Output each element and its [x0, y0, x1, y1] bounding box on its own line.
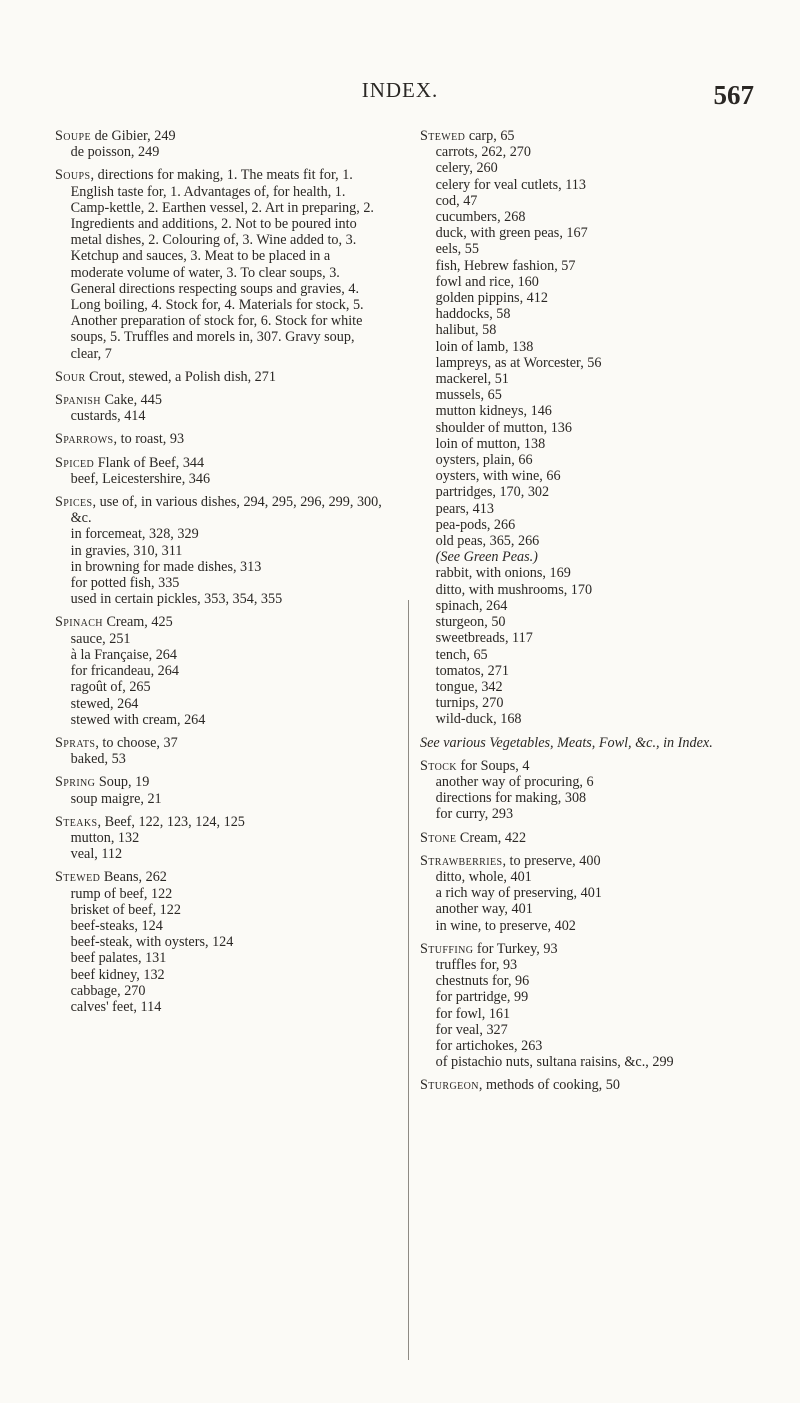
page-number: 567: [713, 80, 754, 110]
index-entry: [420, 758, 788, 823]
index-subentry: another way of procuring, 6: [435, 773, 594, 790]
index-subentry: fowl and rice, 160: [435, 273, 539, 290]
index-subentry: ragoût of, 265: [70, 679, 151, 696]
index-subentry: mackerel, 51: [435, 371, 509, 388]
index-subentry: for veal, 327: [435, 1021, 508, 1038]
index-subentry: pea-pods, 266: [435, 516, 516, 533]
index-subentry: ditto, whole, 401: [435, 868, 532, 885]
index-subentry: oysters, with wine, 66: [435, 468, 561, 485]
index-subentry: partridges, 170, 302: [435, 484, 550, 501]
index-subentry: in wine, to preserve, 402: [435, 917, 576, 934]
index-entry: [55, 455, 385, 487]
index-entry: [55, 814, 385, 863]
column-divider: [408, 600, 409, 1360]
index-subentry: calves' feet, 114: [70, 998, 162, 1015]
index-subentry: brisket of beef, 122: [70, 901, 181, 918]
index-heading-word: Sour: [55, 368, 86, 385]
index-subentry: mutton kidneys, 146: [435, 403, 552, 420]
index-subentry: golden pippins, 412: [435, 290, 548, 307]
index-heading: [55, 774, 385, 790]
index-heading-text: Cream, 425: [102, 614, 173, 631]
index-subentry: halibut, 58: [435, 322, 497, 339]
index-subentry: carrots, 262, 270: [435, 144, 531, 161]
index-heading-word: Spices: [55, 494, 93, 511]
index-heading-word: Stewed: [420, 128, 466, 144]
index-entry: [55, 614, 385, 727]
index-heading: [55, 614, 385, 630]
index-heading-word: Spiced: [55, 454, 95, 471]
index-subentry: sauce, 251: [70, 630, 131, 647]
index-entry: [55, 494, 385, 607]
index-heading-text: carp, 65: [465, 128, 515, 144]
index-entry: [55, 392, 385, 424]
index-subentry: mutton, 132: [70, 829, 140, 846]
index-heading-word: Steaks: [55, 813, 98, 830]
index-heading-word: Strawberries: [420, 852, 503, 869]
index-subentry: beef-steaks, 124: [70, 917, 163, 934]
index-subentry: loin of mutton, 138: [435, 435, 546, 452]
index-heading-text: , to preserve, 400: [502, 852, 601, 869]
index-subentry: shoulder of mutton, 136: [435, 419, 572, 436]
index-heading-word: Sprats: [55, 734, 96, 751]
index-entry: [55, 128, 385, 160]
index-subentry: soup maigre, 21: [70, 790, 162, 807]
index-subentry: cabbage, 270: [70, 982, 146, 999]
index-heading-text: , methods of cooking, 50: [478, 1077, 620, 1094]
index-heading: [420, 758, 788, 774]
index-heading-text: Cream, 422: [456, 829, 527, 846]
index-subentry: in forcemeat, 328, 329: [70, 526, 199, 543]
index-subentry: baked, 53: [70, 751, 126, 768]
index-entry: [420, 735, 788, 751]
index-heading: [55, 431, 385, 447]
index-entry: [55, 431, 385, 447]
index-subentry: mussels, 65: [435, 387, 502, 404]
page-header: [0, 78, 800, 112]
index-subentry: directions for making, 308: [435, 790, 587, 807]
index-heading-text: , Beef, 122, 123, 124, 125: [97, 813, 245, 830]
index-subentry: old peas, 365, 266: [435, 533, 540, 550]
index-heading-word: Sturgeon: [420, 1077, 479, 1094]
index-subentry: wild-duck, 168: [435, 711, 522, 728]
index-entry: [420, 1077, 788, 1093]
index-subentry: another way, 401: [435, 901, 533, 918]
index-heading-word: Spanish: [55, 392, 101, 409]
index-heading-word: Stock: [420, 757, 457, 774]
index-entry: [420, 853, 788, 934]
index-subentry: beef palates, 131: [70, 950, 167, 967]
index-heading: [420, 853, 788, 869]
index-subentry: chestnuts for, 96: [435, 973, 530, 990]
index-subentry: rump of beef, 122: [70, 885, 173, 902]
index-heading: [55, 167, 385, 361]
index-subentry: fish, Hebrew fashion, 57: [435, 257, 576, 274]
index-subentry: truffles for, 93: [435, 956, 518, 973]
index-subentry: tongue, 342: [435, 678, 503, 695]
index-heading-text: , to roast, 93: [113, 431, 185, 448]
index-heading: [420, 128, 788, 144]
index-heading-text: de Gibier, 249: [91, 128, 176, 144]
index-subentry: eels, 55: [435, 241, 479, 258]
index-subentry: rabbit, with onions, 169: [435, 565, 571, 582]
index-subentry: in browning for made dishes, 313: [70, 558, 262, 575]
index-entry: [55, 774, 385, 806]
index-subentry: in gravies, 310, 311: [70, 542, 183, 559]
index-entry: [55, 167, 385, 361]
index-heading: [55, 735, 385, 751]
index-subentry: beef, Leicestershire, 346: [70, 470, 211, 487]
index-subentry: a rich way of preserving, 401: [435, 885, 602, 902]
index-heading-word: Sparrows: [55, 431, 114, 448]
index-heading-word: Spinach: [55, 614, 103, 631]
index-heading-text: for Turkey, 93: [473, 940, 558, 957]
index-subentry: (See Green Peas.): [435, 549, 538, 566]
index-heading-word: Soupe: [55, 128, 92, 144]
index-subentry: cod, 47: [435, 192, 478, 209]
index-entry: [55, 369, 385, 385]
index-subentry: spinach, 264: [435, 597, 508, 614]
index-heading-word: Stone: [420, 829, 457, 846]
index-heading-text: , directions for making, 1. The meats fit for, 1. English taste for, 1. Advantages of, for health, 1. Camp-kettle, 2. Earthen vessel, 2. Art in preparing, 2. Ingredients and additions, 2. Not to be poured into metal dishes, 2. Colouring of, 3. Wine added to, 3. Ketchup and sauces, 3. Meat to be placed in a moderate volume of water, 3. To clear soups, 3. General directions respecting soups and gravies, 4. Long boiling, 4. Stock for, 4. Materials for stock, 5. Another preparation of stock for, 6. Stock for white soups, 5. Truffles and morels in, 307. Gravy soup, clear, 7: [70, 167, 374, 362]
index-heading-text: , use of, in various dishes, 294, 295, 296, 299, 300, &c.: [70, 494, 382, 527]
index-heading-text: , to choose, 37: [95, 734, 178, 751]
index-subentry: oysters, plain, 66: [435, 452, 533, 469]
index-heading: [55, 814, 385, 830]
index-subentry: for partridge, 99: [435, 989, 529, 1006]
index-heading-text: for Soups, 4: [456, 757, 530, 774]
index-heading: [55, 455, 385, 471]
index-heading: [55, 494, 385, 526]
index-subentry: used in certain pickles, 353, 354, 355: [70, 591, 283, 608]
index-entry: [420, 830, 788, 846]
index-subentry: celery for veal cutlets, 113: [435, 176, 586, 193]
index-entry: [55, 735, 385, 767]
page-title: INDEX.: [361, 78, 439, 102]
index-subentry: celery, 260: [435, 160, 498, 177]
index-subentry: for potted fish, 335: [70, 575, 180, 592]
index-entry: [420, 128, 788, 728]
index-column-right: [420, 128, 788, 1101]
index-subentry: of pistachio nuts, sultana raisins, &c., 299: [435, 1054, 674, 1071]
index-heading-word: Stewed: [55, 869, 101, 886]
index-subentry: for fowl, 161: [435, 1005, 511, 1022]
index-subentry: tench, 65: [435, 646, 488, 663]
index-subentry: beef-steak, with oysters, 124: [70, 934, 234, 951]
index-subentry: beef kidney, 132: [70, 966, 165, 983]
index-subentry: cucumbers, 268: [435, 209, 526, 226]
index-subentry: pears, 413: [435, 500, 494, 517]
index-heading: [420, 1077, 788, 1093]
index-subentry: stewed, 264: [70, 695, 139, 712]
index-subentry: haddocks, 58: [435, 306, 511, 323]
index-heading: [55, 128, 385, 144]
index-subentry: de poisson, 249: [70, 144, 160, 161]
index-subentry: for fricandeau, 264: [70, 663, 179, 680]
index-heading: [420, 941, 788, 957]
index-subentry: sweetbreads, 117: [435, 630, 533, 647]
index-heading: [55, 869, 385, 885]
index-subentry: for artichokes, 263: [435, 1037, 543, 1054]
index-heading: [55, 369, 385, 385]
index-subentry: tomatos, 271: [435, 662, 509, 679]
index-entry: [55, 869, 385, 1015]
index-column-left: [55, 128, 385, 1022]
index-subentry: ditto, with mushrooms, 170: [435, 581, 593, 598]
index-heading-text: Cake, 445: [100, 392, 162, 409]
index-subentry: duck, with green peas, 167: [435, 225, 588, 242]
index-heading-text: Soup, 19: [95, 774, 150, 791]
index-heading: [420, 830, 788, 846]
index-subentry: veal, 112: [70, 846, 123, 863]
index-heading-word: Soups: [55, 167, 91, 184]
index-subentry: loin of lamb, 138: [435, 338, 534, 355]
index-heading: [55, 392, 385, 408]
index-subentry: for curry, 293: [435, 806, 514, 823]
index-heading-text: Flank of Beef, 344: [94, 454, 205, 471]
index-heading-text: Beans, 262: [100, 869, 167, 886]
index-see-also-note: See various Vegetables, Meats, Fowl, &c., in Index.: [420, 734, 713, 751]
index-subentry: custards, 414: [70, 408, 146, 425]
index-subentry: turnips, 270: [435, 695, 504, 712]
index-subentry: stewed with cream, 264: [70, 711, 206, 728]
index-heading-text: Crout, stewed, a Polish dish, 271: [85, 368, 276, 385]
index-subentry: lampreys, as at Worcester, 56: [435, 354, 602, 371]
index-subentry: sturgeon, 50: [435, 614, 506, 631]
index-heading-word: Stuffing: [420, 940, 474, 957]
index-subentry: à la Française, 264: [70, 646, 177, 663]
index-entry: [420, 941, 788, 1071]
index-heading-word: Spring: [55, 774, 96, 791]
